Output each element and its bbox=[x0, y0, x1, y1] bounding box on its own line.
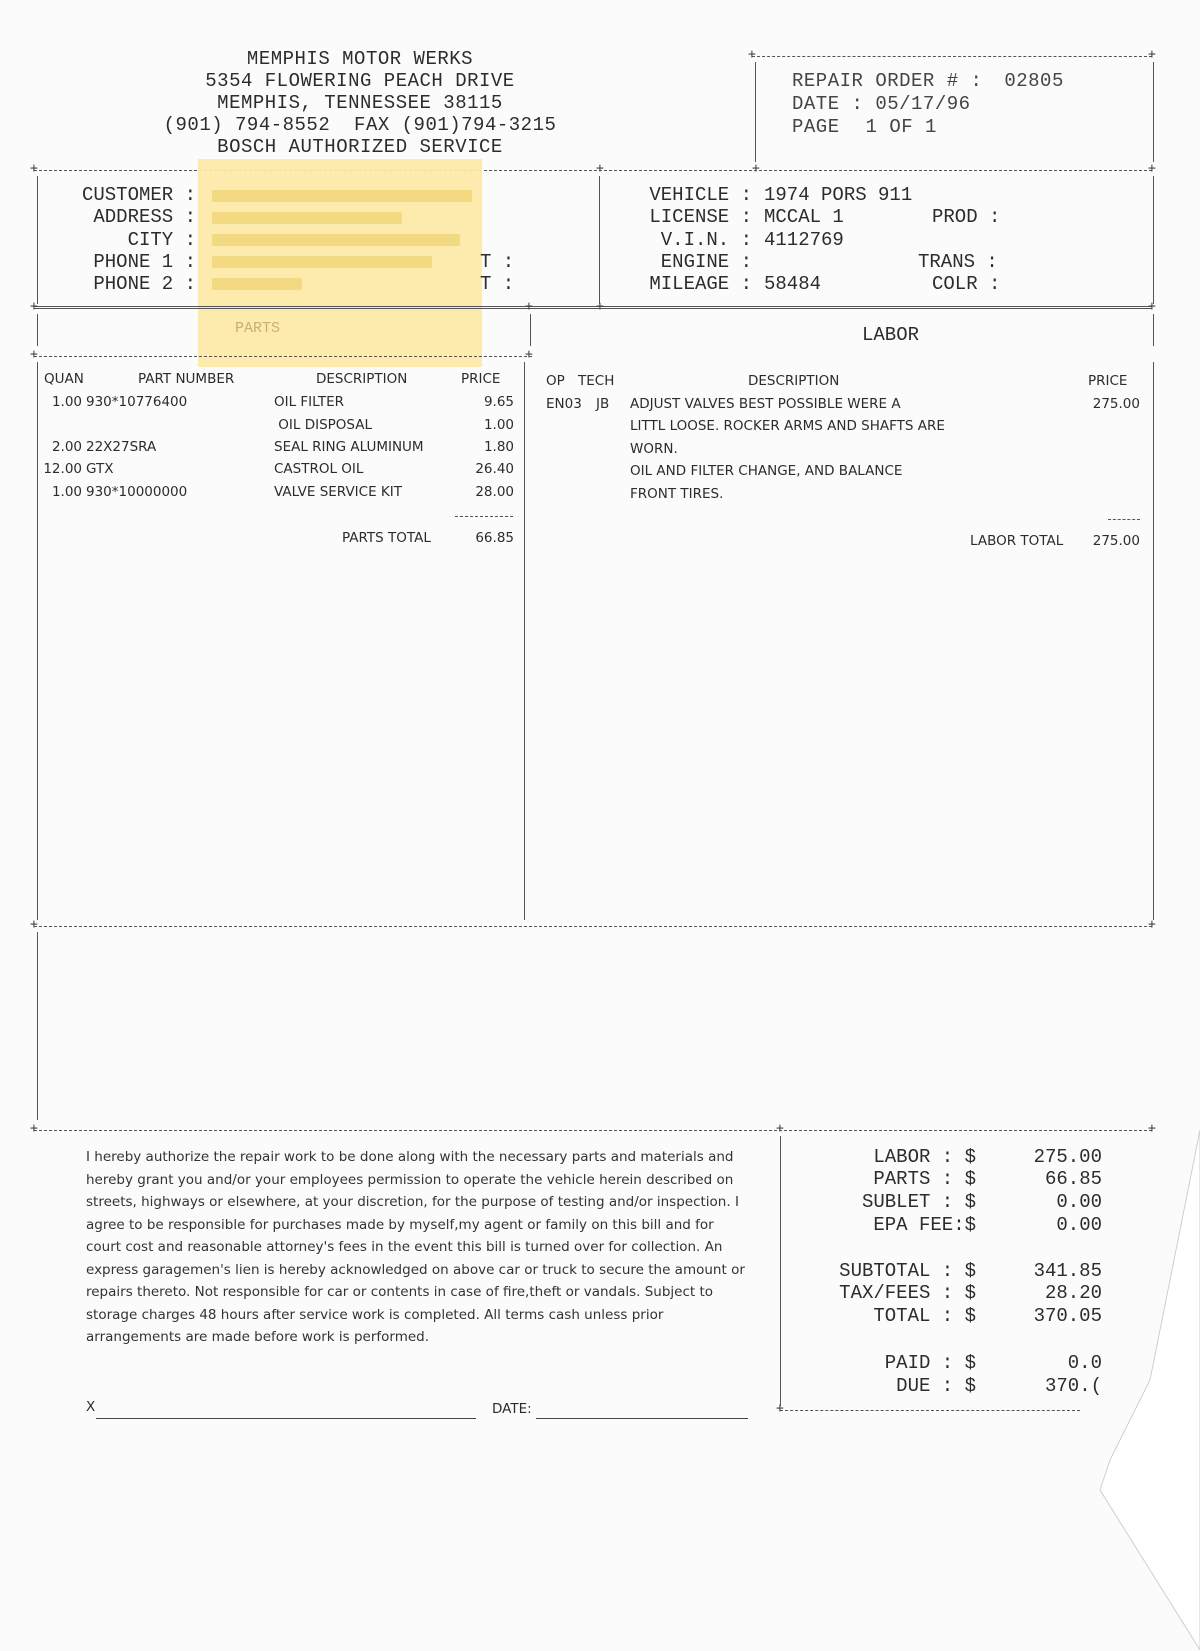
paid-label: PAID : $ bbox=[884, 1352, 976, 1374]
labor-line: WORN. bbox=[630, 441, 678, 457]
subtotal-value: 341.85 bbox=[1033, 1260, 1102, 1282]
shop-city: MEMPHIS, TENNESSEE 38115 bbox=[217, 92, 503, 114]
parts-total-value: 66.85 bbox=[475, 530, 514, 546]
subtotal-label: SUBTOTAL : $ bbox=[839, 1260, 976, 1282]
parts-total-label: PARTS TOTAL bbox=[342, 530, 431, 546]
parts-row-part-number: 22X27SRA bbox=[86, 439, 157, 455]
trans-label: TRANS : bbox=[918, 251, 998, 273]
tax-fees-value: 28.20 bbox=[1044, 1282, 1102, 1304]
repair-order-number: 02805 bbox=[1004, 70, 1064, 92]
parts-header-price: PRICE bbox=[461, 371, 501, 387]
prod-label: PROD : bbox=[932, 206, 1001, 228]
authorization-text: I hereby authorize the repair work to be done along with the necessary parts and materials and hereby grant you and/or your employees permission to operate the vehicle herein described on streets, highways or elsewhere, at your discretion, for the purpose of testing and/or inspection. I agree to be responsible for purchases made by myself,my agent or family on this bill and for court cost and reasonable attorney's fees in the event this bill is turned over for collection. An express garagemen's lien is hereby acknowledged on above car or truck to secure the amount or repairs thereto. Not responsible for car or contents in case of fire,theft or vandals. Subject to storage charges 48 hours after service work is completed. All terms cash unless prior arrangements are made before work is performed. bbox=[86, 1149, 745, 1345]
mileage-value: 58484 bbox=[764, 273, 822, 295]
page-count: 1 OF 1 bbox=[865, 116, 937, 138]
date-line bbox=[536, 1418, 748, 1419]
total-epa-fee-label: EPA FEE:$ bbox=[873, 1214, 976, 1236]
labor-price: 275.00 bbox=[1092, 396, 1140, 412]
engine-label: ENGINE : bbox=[660, 251, 752, 273]
total-labor-value: 275.00 bbox=[1033, 1146, 1102, 1168]
city-label: CITY : bbox=[127, 229, 196, 251]
total-parts-label: PARTS : $ bbox=[873, 1168, 976, 1190]
shop-phones: (901) 794-8552 FAX (901)794-3215 bbox=[163, 114, 557, 136]
mileage-label: MILEAGE : bbox=[649, 273, 752, 295]
parts-row-description: CASTROL OIL bbox=[274, 461, 364, 477]
parts-row-description: SEAL RING ALUMINUM bbox=[274, 439, 424, 455]
signature-x-label: X bbox=[86, 1399, 96, 1415]
parts-header-part-number: PART NUMBER bbox=[138, 371, 235, 387]
parts-row-price: 1.80 bbox=[483, 439, 514, 455]
vin-value: 4112769 bbox=[764, 229, 844, 251]
grand-total-value: 370.05 bbox=[1033, 1305, 1102, 1327]
parts-row-price: 28.00 bbox=[475, 484, 514, 500]
signature-date-label: DATE: bbox=[492, 1401, 532, 1417]
vehicle-value: 1974 PORS 911 bbox=[764, 184, 913, 206]
labor-line: OIL AND FILTER CHANGE, AND BALANCE bbox=[630, 463, 903, 479]
parts-row-description: OIL DISPOSAL bbox=[274, 417, 373, 433]
address-label: ADDRESS : bbox=[93, 206, 196, 228]
signature-line bbox=[96, 1418, 476, 1419]
labor-line: LITTL LOOSE. ROCKER ARMS AND SHAFTS ARE bbox=[630, 418, 945, 434]
labor-line: FRONT TIRES. bbox=[630, 486, 724, 502]
parts-row-quan: 1.00 bbox=[51, 484, 82, 500]
repair-order-label: REPAIR ORDER # : bbox=[792, 70, 983, 92]
parts-header-quan: QUAN bbox=[44, 371, 84, 387]
total-parts-value: 66.85 bbox=[1044, 1168, 1102, 1190]
labor-header-description: DESCRIPTION bbox=[748, 373, 840, 389]
parts-row-price: 1.00 bbox=[483, 417, 514, 433]
due-label: DUE : $ bbox=[896, 1375, 976, 1397]
labor-total-label: LABOR TOTAL bbox=[970, 533, 1064, 549]
labor-total-value: 275.00 bbox=[1092, 533, 1140, 549]
grand-total-label: TOTAL : $ bbox=[873, 1305, 976, 1327]
labor-header-price: PRICE bbox=[1088, 373, 1128, 389]
shop-tagline: BOSCH AUTHORIZED SERVICE bbox=[217, 136, 503, 158]
license-label: LICENSE : bbox=[649, 206, 752, 228]
parts-section-title: PARTS bbox=[235, 320, 281, 337]
parts-row-price: 9.65 bbox=[483, 394, 514, 410]
total-epa-fee-value: 0.00 bbox=[1056, 1214, 1102, 1236]
labor-section-title: LABOR bbox=[862, 324, 920, 346]
parts-row-part-number: GTX bbox=[86, 461, 114, 477]
phone2-label: PHONE 2 : bbox=[93, 273, 196, 295]
customer-label: CUSTOMER : bbox=[81, 184, 196, 206]
phone1-label: PHONE 1 : bbox=[93, 251, 196, 273]
date-label: DATE : bbox=[792, 93, 864, 115]
order-date: 05/17/96 bbox=[875, 93, 971, 115]
vehicle-label: VEHICLE : bbox=[649, 184, 752, 206]
labor-line: ADJUST VALVES BEST POSSIBLE WERE A bbox=[630, 396, 901, 412]
phone2-ext-label: T : bbox=[480, 273, 515, 295]
parts-row-quan: 2.00 bbox=[51, 439, 82, 455]
tax-fees-label: TAX/FEES : $ bbox=[839, 1282, 976, 1304]
parts-row-part-number: 930*10776400 bbox=[86, 394, 188, 410]
shop-name: MEMPHIS MOTOR WERKS bbox=[246, 48, 474, 70]
parts-row-quan: 1.00 bbox=[51, 394, 82, 410]
license-value: MCCAL 1 bbox=[764, 206, 844, 228]
phone1-ext-label: T : bbox=[480, 251, 515, 273]
total-labor-label: LABOR : $ bbox=[873, 1146, 976, 1168]
torn-corner bbox=[1040, 1130, 1200, 1650]
labor-header-op: OP bbox=[546, 373, 565, 389]
parts-row-description: VALVE SERVICE KIT bbox=[274, 484, 402, 500]
parts-row-part-number: 930*10000000 bbox=[86, 484, 188, 500]
labor-tech: JB bbox=[596, 396, 610, 412]
colr-label: COLR : bbox=[932, 273, 1001, 295]
paid-value: 0.0 bbox=[1067, 1352, 1102, 1374]
parts-header-description: DESCRIPTION bbox=[316, 371, 408, 387]
parts-row-description: OIL FILTER bbox=[274, 394, 344, 410]
labor-header-tech: TECH bbox=[578, 373, 615, 389]
total-sublet-value: 0.00 bbox=[1056, 1191, 1102, 1213]
parts-row-price: 26.40 bbox=[475, 461, 514, 477]
due-value: 370.( bbox=[1044, 1375, 1102, 1397]
shop-address: 5354 FLOWERING PEACH DRIVE bbox=[205, 70, 515, 92]
labor-op-code: EN03 bbox=[546, 396, 582, 412]
total-sublet-label: SUBLET : $ bbox=[861, 1191, 976, 1213]
vin-label: V.I.N. : bbox=[660, 229, 752, 251]
page-label: PAGE bbox=[792, 116, 840, 138]
parts-row-quan: 12.00 bbox=[43, 461, 82, 477]
